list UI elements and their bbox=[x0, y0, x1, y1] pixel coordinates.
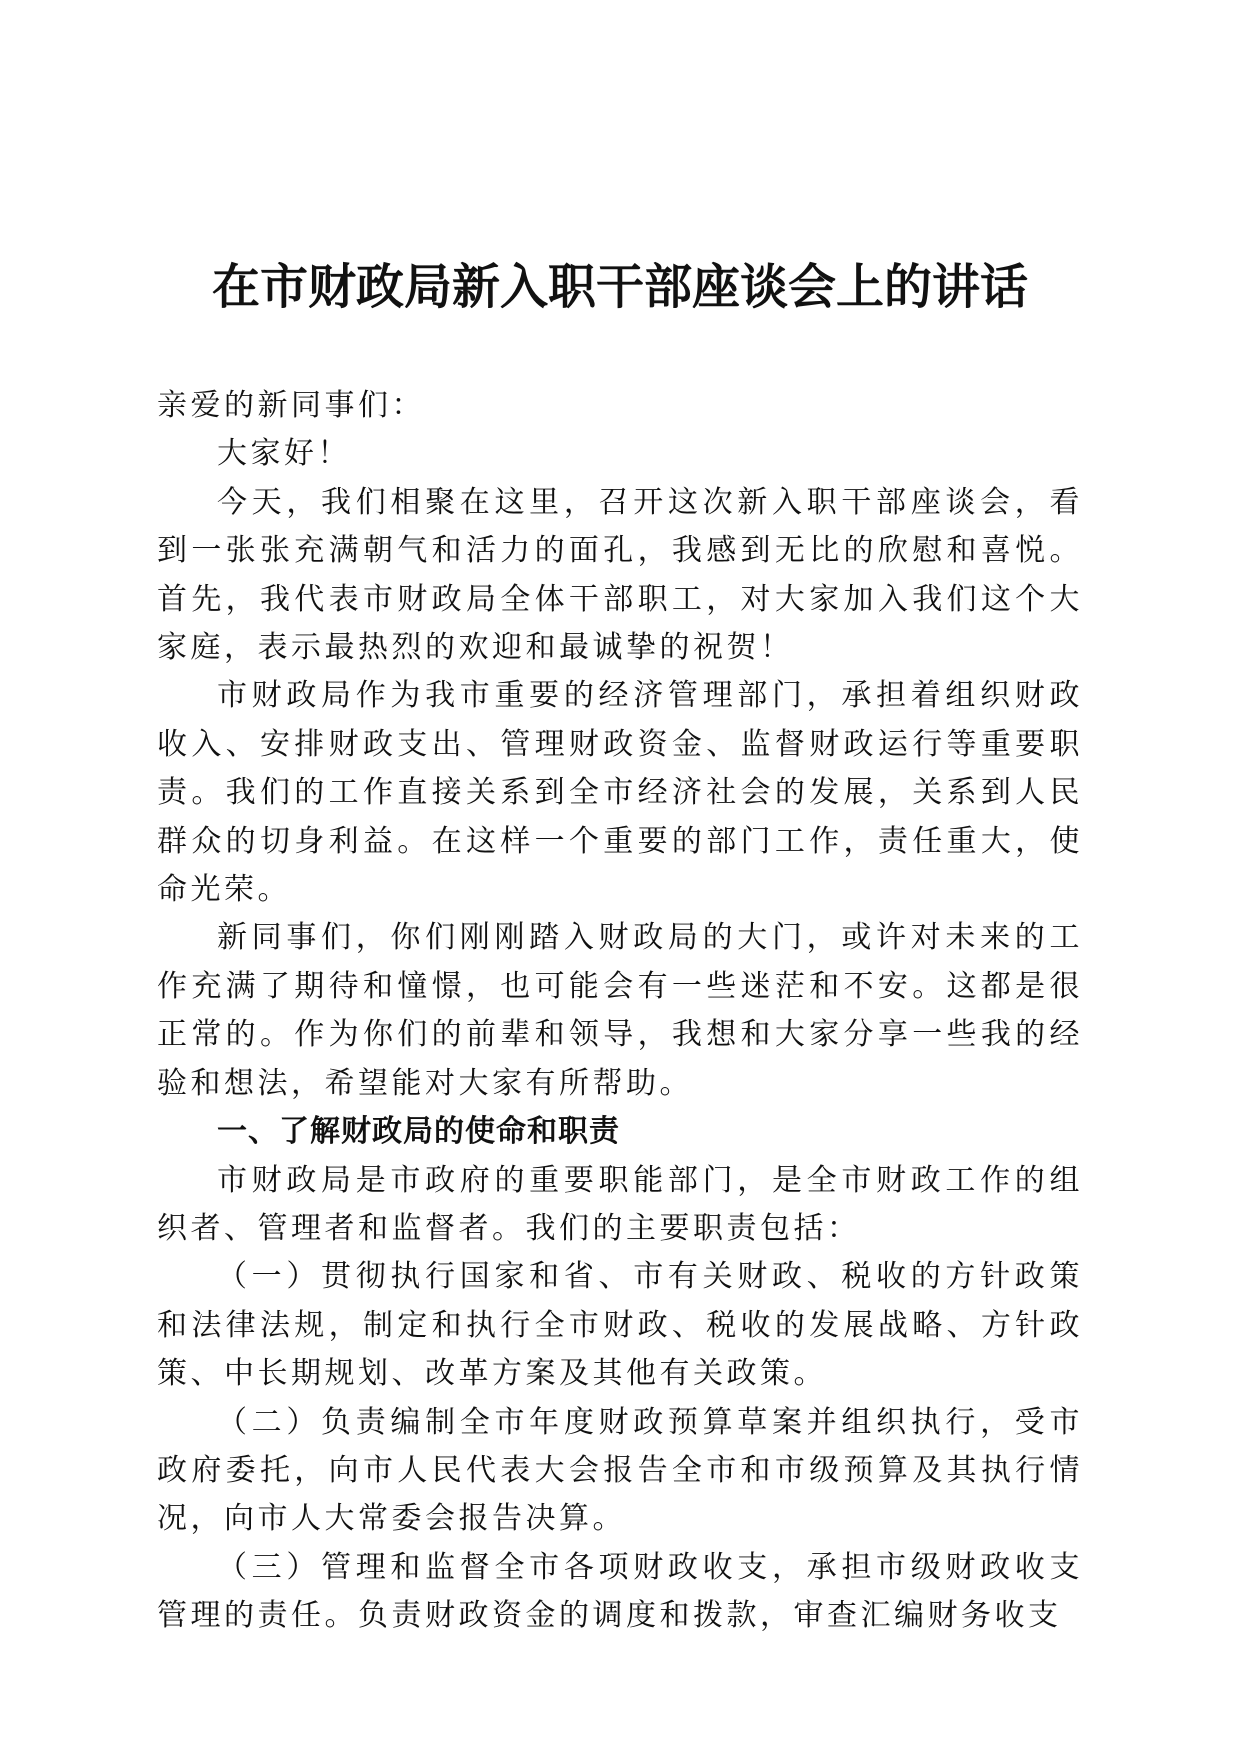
salutation: 亲爱的新同事们： bbox=[157, 388, 425, 423]
section-heading: 一、了解财政局的使命和职责 bbox=[217, 1114, 620, 1150]
section-intro: 市财政局是市政府的重要职能部门，是全市财政工作的组织者、管理者和监督者。我们的主要职责包括： bbox=[157, 1162, 1083, 1246]
greeting: 大家好！ bbox=[217, 436, 351, 472]
duty-item: （三）管理和监督全市各项财政收支，承担市级财政收支管理的责任。负责财政资金的调度和拨款，审查汇编财务收支 bbox=[157, 1549, 1083, 1634]
document-title: 在市财政局新入职干部座谈会上的讲话 bbox=[211, 259, 1028, 315]
document-body bbox=[157, 382, 1083, 1641]
duty-item: （二）负责编制全市年度财政预算草案并组织执行，受市政府委托，向市人民代表大会报告全市和市级预算及其执行情况，向市人大常委会报告决算。 bbox=[157, 1404, 1083, 1537]
paragraph: 新同事们，你们刚刚踏入财政局的大门，或许对未来的工作充满了期待和憧憬，也可能会有一些迷茫和不安。这都是很正常的。作为你们的前辈和领导，我想和大家分享一些我的经验和想法，希望能对大家有所帮助。 bbox=[157, 920, 1083, 1101]
paragraph: 市财政局作为我市重要的经济管理部门，承担着组织财政收入、安排财政支出、管理财政资金、监督财政运行等重要职责。我们的工作直接关系到全市经济社会的发展，关系到人民群众的切身利益。在这样一个重要的部门工作，责任重大，使命光荣。 bbox=[157, 678, 1083, 908]
paragraph: 今天，我们相聚在这里，召开这次新入职干部座谈会，看到一张张充满朝气和活力的面孔，我感到无比的欣慰和喜悦。首先，我代表市财政局全体干部职工，对大家加入我们这个大家庭，表示最热烈的欢迎和最诚挚的祝贺！ bbox=[157, 484, 1083, 666]
duty-item: （一）贯彻执行国家和省、市有关财政、税收的方针政策和法律法规，制定和执行全市财政、税收的发展战略、方针政策、中长期规划、改革方案及其他有关政策。 bbox=[157, 1259, 1083, 1392]
